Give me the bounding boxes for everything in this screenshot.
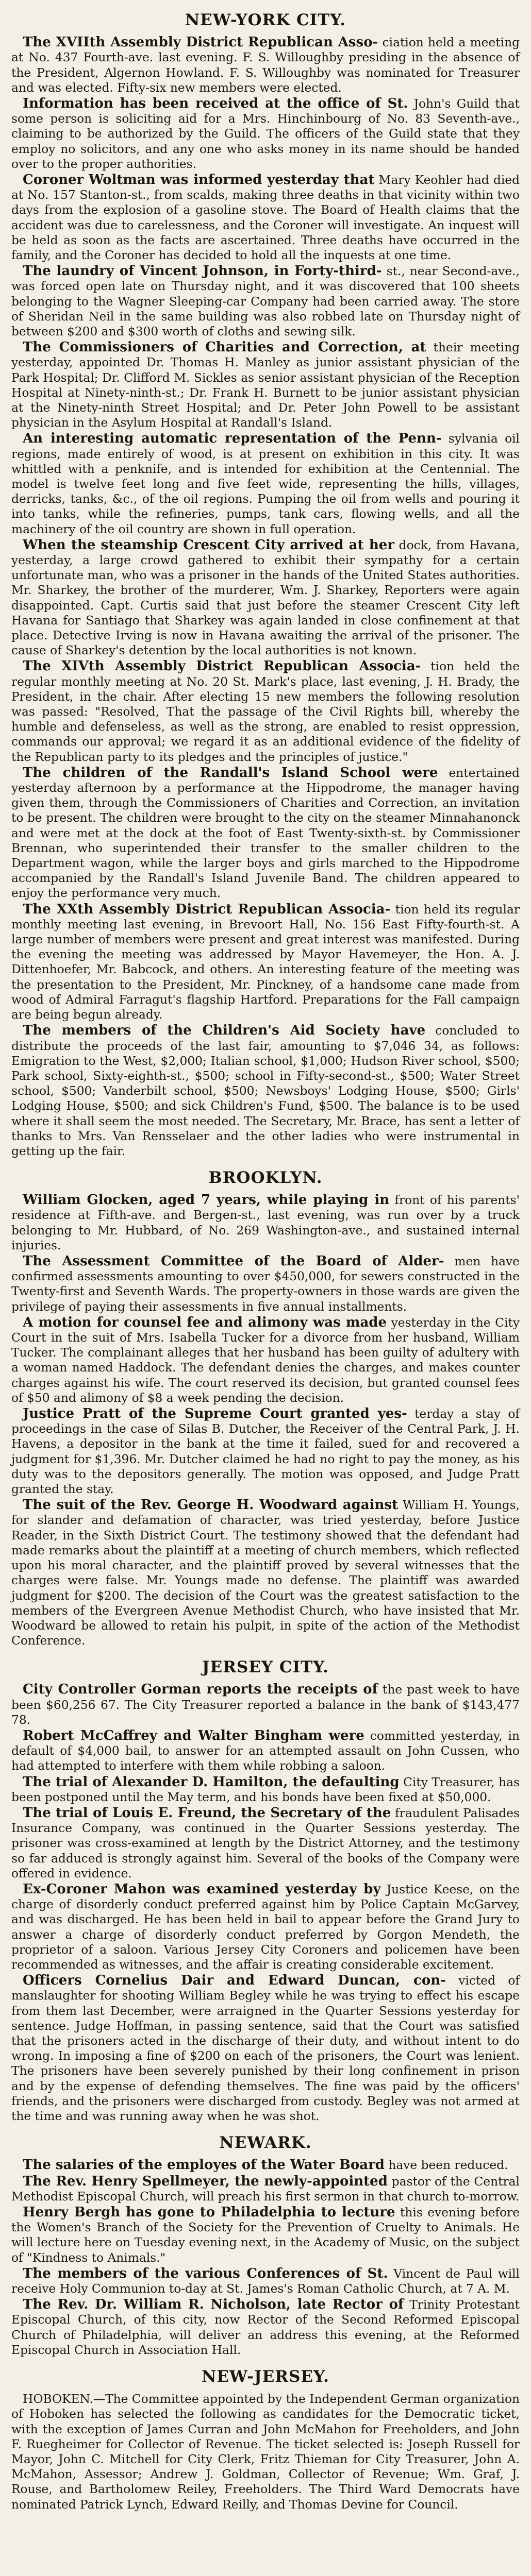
news-item-body: committed yesterday, in default of $4,000 bail, to answer for an attempted assault on John Cussen, who had attempted to interfere with them while robbing a saloon. xyxy=(11,1729,520,1773)
news-item-body: terday a stay of proceedings in the case of Silas B. Dutcher, the Receiver of the Central Park, J. H. Havens, a depositor in the bank at the time it failed, sued for and recovered a judgment for $1,396. Mr. Dutcher claimed he had no right to pay the money, as his duty was to the depositors generally. The motion was opposed, and Judge Pratt granted the stay. xyxy=(11,1407,520,1497)
news-item-body: yesterday in the City Court in the suit of Mrs. Isabella Tucker for a divorce from her husband, William Tucker. The complainant alleges that her husband has been guilty of adultery with a woman named Haddock. The defendant denies the charges, and makes counter charges against his wife. The court reserved its decision, but granted counsel fees of $50 and alimony of $8 a week pending the decision. xyxy=(11,1315,520,1405)
news-item-body: the past week to have been $60,256 67. The City Treasurer reported a balance in the bank of $143,477 78. xyxy=(11,1683,520,1727)
news-item-lead: The XIVth Assembly District Republican Associa- xyxy=(23,658,421,674)
news-item xyxy=(11,431,520,536)
news-item xyxy=(11,1775,520,1805)
news-item xyxy=(11,1806,520,1881)
news-item-body: front of his parents' residence at Fifth-ave. and Bergen-st., last evening, was run over by a truck belonging to Mr. Hubbard, of No. 269 Washington-ave., and sustained internal injuries. xyxy=(11,1193,520,1252)
news-item-lead: The trial of Louis E. Freund, the Secretary of the xyxy=(23,1805,391,1821)
news-item-lead: A motion for counsel fee and alimony was made xyxy=(23,1314,387,1330)
news-item xyxy=(11,1498,520,1648)
news-item xyxy=(11,35,520,95)
news-item-body: John's Guild that some person is soliciting aid for a Mrs. Hinchinbourg of No. 83 Seventh-ave., claiming to be authorized by the Guild. The officers of the Guild state that they employ no solicitors, and any one who asks money in its name should be handed over to the proper authorities. xyxy=(11,96,520,171)
section-heading: NEW-JERSEY. xyxy=(202,2367,329,2386)
news-item-body: tion held the regular monthly meeting at No. 20 St. Mark's place, last evening, J. H. Brady, the President, in the chair. After electing 15 new members the following resolution was passed: "Resolved, That the passage of the Civil Rights bill, whereby the humble and defenseless, as well as the strong, are enabled to resist oppression, commands our approval; we regard it as an additional evidence of the fidelity of the Republican party to its pledges and the principles of justice." xyxy=(11,659,520,764)
news-item-body: entertained yesterday afternoon by a performance at the Hippodrome, the manager having given them, through the Commissioners of Charities and Correction, an invitation to be present. The children were brought to the city on the steamer Minnahanonck and were met at the dock at the foot of East Twenty-sixth-st. by Commissioner Brennan, who superintended their transfer to the smaller children to the Department wagon, while the larger boys and girls marched to the Hippodrome accompanied by the Randall's Island Juvenile Band. The children appeared to enjoy the performance very much. xyxy=(11,766,520,901)
news-item xyxy=(11,1973,520,2124)
news-item-lead: The Rev. Henry Spellmeyer, the newly-appointed xyxy=(23,2173,388,2189)
news-item-lead: Information has been received at the office of St. xyxy=(23,95,408,111)
news-item-lead: Officers Cornelius Dair and Edward Duncan, con- xyxy=(23,1973,446,1989)
news-item-lead: Justice Pratt of the Supreme Court granted yes- xyxy=(23,1406,407,1422)
news-item xyxy=(11,766,520,901)
news-item-body: William H. Youngs, for slander and defamation of character, was tried yesterday, before Justice Reader, in the Sixth District Court. The testimony showed that the defendant had made remarks about the plaintiff at a meeting of church members, which reflected upon his moral character, and the plaintiff proved by several witnesses that the charges were false. Mr. Youngs made no defense. The plaintiff was awarded judgment for $200. The decision of the Court was the greatest satisfaction to the members of the Evergreen Avenue Methodist Church, who have insisted that Mr. Woodward be allowed to retain his pulpit, in spite of the action of the Methodist Conference. xyxy=(11,1498,520,1648)
news-item-body: fraudulent Palisades Insurance Company, was continued in the Quarter Sessions yesterday. The prisoner was cross-examined at length by the District Attorney, and the testimony so far adduced is strongly against him. Several of the books of the Company were offered in evidence. xyxy=(11,1806,520,1880)
news-item-lead: The members of the various Conferences of St. xyxy=(23,2265,388,2281)
news-item xyxy=(11,538,520,658)
section-heading: JERSEY CITY. xyxy=(202,1658,329,1677)
news-item-lead: The salaries of the employes of the Water Board xyxy=(23,2157,385,2173)
news-item-lead: The suit of the Rev. George H. Woodward against xyxy=(23,1497,399,1513)
news-item-body: Mary Keohler had died at No. 157 Stanton-st., from scalds, making three deaths in that vicinity within two days from the explosion of a gasoline stove. The Board of Health claims that the accident was due to carelessness, and the Coroner will investigate. An inquest will be held as soon as the facts are ascertained. Three deaths have occurred in the family, and the Coroner has decided to hold all the inquests at one time. xyxy=(11,173,520,262)
news-item-body: men have confirmed assessments amounting to over $450,000, for sewers constructed in the Twenty-first and Seventh Wards. The property-owners in those wards are given the privilege of paying their assessments in five annual installments. xyxy=(11,1255,520,1314)
news-item-body: Trinity Protestant Episcopal Church, of this city, now Rector of the Second Reformed Episcopal Church of Philadelphia, will deliver an address this evening, at the Reformed Episcopal Church in Association Hall. xyxy=(11,2298,520,2357)
news-item-lead: The Assessment Committee of the Board of Alder- xyxy=(23,1253,444,1269)
news-item xyxy=(11,173,520,263)
news-item-lead: William Glocken, aged 7 years, while playing in xyxy=(23,1192,390,1208)
news-item-body: victed of manslaughter for shooting William Begley while he was trying to effect his escape from them last December, were arraigned in the Quarter Sessions yesterday for sentence. Judge Hoffman, in passing sentence, said that the Court was satisfied that the prisoners acted in the discharge of their duty, and without intent to do wrong. In imposing a fine of $200 on each of the prisoners, the Court was lenient. The prisoners have been severely punished by their long confinement in prison and by the expense of defending themselves. The fine was paid by the officers' friends, and the prisoners were discharged from custody. Begley was not armed at the time and was running away when he was shot. xyxy=(11,1974,520,2124)
news-item-lead: Henry Bergh has gone to Philadelphia to lecture xyxy=(23,2205,395,2220)
news-item xyxy=(11,659,520,764)
news-item xyxy=(11,1254,520,1314)
news-item-lead: Ex-Coroner Mahon was examined yesterday by xyxy=(23,1882,381,1897)
news-item xyxy=(11,2174,520,2204)
news-item-body: HOBOKEN.—The Committee appointed by the Independent German organization of Hoboken has selected the following as candidates for the Democratic ticket, with the exception of James Curran and John McMahon for Freeholders, and John F. Ruegheimer for Collector of Revenue. The ticket selected is: Joseph Russell for Mayor, John C. Mitchell for City Clerk, Fritz Thieman for City Treasurer, John A. McMahon, Assessor; Andrew J. Goldman, Collector of Revenue; Wm. Graf, J. Rouse, and Bartholomew Reiley, Freeholders. The Third Ward Democrats have nominated Patrick Lynch, Edward Reilly, and Thomas Devine for Council. xyxy=(11,2392,520,2512)
news-item-lead: Coroner Woltman was informed yesterday that xyxy=(23,172,375,188)
news-item-lead: The XXth Assembly District Republican Associa- xyxy=(23,901,391,917)
section-heading: NEW-YORK CITY. xyxy=(185,11,346,29)
news-item xyxy=(11,1682,520,1727)
section-heading: BROOKLYN. xyxy=(208,1168,323,1188)
news-item xyxy=(11,1882,520,1972)
news-item-lead: The laundry of Vincent Johnson, in Forty-third- xyxy=(23,263,382,279)
news-item xyxy=(11,2266,520,2296)
news-item xyxy=(11,264,520,339)
news-item-lead: An interesting automatic representation of the Penn- xyxy=(23,431,442,447)
news-item xyxy=(11,2297,520,2358)
section-heading: NEWARK. xyxy=(219,2133,312,2153)
news-item-lead: The Rev. Dr. William R. Nicholson, late Rector of xyxy=(23,2297,404,2313)
news-item-lead: The trial of Alexander D. Hamilton, the defaulting xyxy=(23,1774,400,1790)
news-item xyxy=(11,1193,520,1253)
news-item-lead: The XVIIth Assembly District Republican Asso- xyxy=(23,35,378,50)
news-item-body: sylvania oil regions, made entirely of wood, is at present on exhibition in this city. It was whittled with a penknife, and is intended for exhibition at the Centennial. The model is twelve feet long and five feet wide, representing the hills, villages, derricks, tanks, &c., of the oil regions. Pumping the oil from wells and pouring it into tanks, while the refineries, pumps, tank cars, flowing wells, and all the machinery of the oil country are shown in full operation. xyxy=(11,432,520,536)
news-item-lead: City Controller Gorman reports the receipts of xyxy=(23,1682,378,1698)
news-item xyxy=(11,1315,520,1405)
news-item xyxy=(11,340,520,430)
news-item xyxy=(11,1406,520,1497)
news-item-body: st., near Second-ave., was forced open late on Thursday night, and it was discovered that 100 sheets belonging to the Wagner Sleeping-car Company had been carried away. The store of Sheridan Neil in the same building was also robbed late on Thursday night of between $200 and $300 worth of cloths and sewing silk. xyxy=(11,264,520,338)
news-item-body: concluded to distribute the proceeds of the last fair, amounting to $7,046 34, as follows: Emigration to the West, $2,000; Italian school, $1,000; Hudson River school, $500; Park school, Sixty-eighth-st., $500; school in Fifty-second-st., $500; Water Street school, $500; Vanderbilt school, $500; Newsboys' Lodging House, $500; Girls' Lodging House, $500; and sick Children's Fund, $500. The balance is to be used where it shall seem the most needed. The Secretary, Mr. Brace, has sent a letter of thanks to Mrs. Van Rensselaer and the other ladies who were instrumental in getting up the fair. xyxy=(11,1024,520,1158)
news-item-body: Justice Keese, on the charge of disorderly conduct preferred against him by Police Captain McGarvey, and was discharged. He has been held in bail to appear before the Grand Jury to answer a charge of disorderly conduct preferred by Gorgon Mendeth, the proprietor of a saloon. Various Jersey City Coroners and policemen have been recommended as witnesses, and the affair is creating considerable excitement. xyxy=(11,1883,520,1972)
news-item-lead: The children of the Randall's Island School were xyxy=(23,765,438,781)
news-item xyxy=(11,1023,520,1159)
news-item-lead: The members of the Children's Aid Society have xyxy=(23,1023,426,1039)
news-item-body: dock, from Havana, yesterday, a large crowd gathered to exhibit their sympathy for a certain unfortunate man, who was a prisoner in the hands of the United States authorities. Mr. Sharkey, the brother of the murderer, Wm. J. Sharkey, Reporters were again disappointed. Capt. Curtis said that just before the steamer Crescent City left Havana for Santiago that Sharkey was again landed in close confinement at that place. Detective Irving is now in Havana awaiting the arrival of the prisoner. The cause of Sharkey's detention by the local authorities is not known. xyxy=(11,538,520,658)
news-item-body: pastor of the Central Methodist Episcopal Church, will preach his first sermon in that church to-morrow. xyxy=(11,2174,520,2204)
news-item-body: tion held its regular monthly meeting last evening, in Brevoort Hall, No. 156 East Fifty-fourth-st. A large number of members were present and great interest was manifested. During the evening the meeting was addressed by Mayor Havemeyer, the Hon. A. J. Dittenhoefer, Mr. Babcock, and others. An interesting feature of the meeting was the presentation to the President, Mr. Pinckney, of a handsome cane made from wood of Admiral Farragut's flagship Hartford. Preparations for the Fall campaign are being begun already. xyxy=(11,902,520,1022)
news-item-lead: When the steamship Crescent City arrived at her xyxy=(23,537,394,553)
news-item-body: City Treasurer, has been postponed until the May term, and his bonds have been fixed at $50,000. xyxy=(11,1775,520,1804)
news-item-body: their meeting yesterday, appointed Dr. Thomas H. Manley as junior assistant physician of the Park Hospital; Dr. Clifford M. Sickles as senior assistant physician of the Reception Hospital at Ninety-ninth-st.; Dr. Frank H. Burnett to be junior assistant physician at the Ninety-ninth Street Hospital; and Dr. Peter John Powell to be assistant physician in the Asylum Hospital at Randall's Island. xyxy=(11,341,520,430)
news-item xyxy=(11,2205,520,2265)
news-item-body: Vincent de Paul will receive Holy Communion to-day at St. James's Roman Catholic Church, at 7 A. M. xyxy=(11,2266,520,2296)
news-item-body: have been reduced. xyxy=(388,2158,508,2173)
news-item-lead: The Commissioners of Charities and Correction, at xyxy=(23,340,426,355)
news-item xyxy=(11,2158,520,2173)
news-item xyxy=(11,902,520,1023)
news-item xyxy=(11,96,520,172)
news-item xyxy=(11,1728,520,1774)
news-item-lead: Robert McCaffrey and Walter Bingham were xyxy=(23,1728,364,1744)
news-column xyxy=(11,11,520,2512)
news-item-body: this evening before the Women's Branch of the Society for the Prevention of Cruelty to Animals. He will lecture here on Tuesday evening next, in the Academy of Music, on the subject of "Kindness to Animals." xyxy=(11,2206,520,2265)
news-item-body: ciation held a meeting at No. 437 Fourth-ave. last evening. F. S. Willoughby presiding in the absence of the President, Algernon Howland. F. S. Willoughby was nominated for Treasurer and was elected. Fifty-six new members were elected. xyxy=(11,36,520,95)
news-item xyxy=(11,2392,520,2512)
